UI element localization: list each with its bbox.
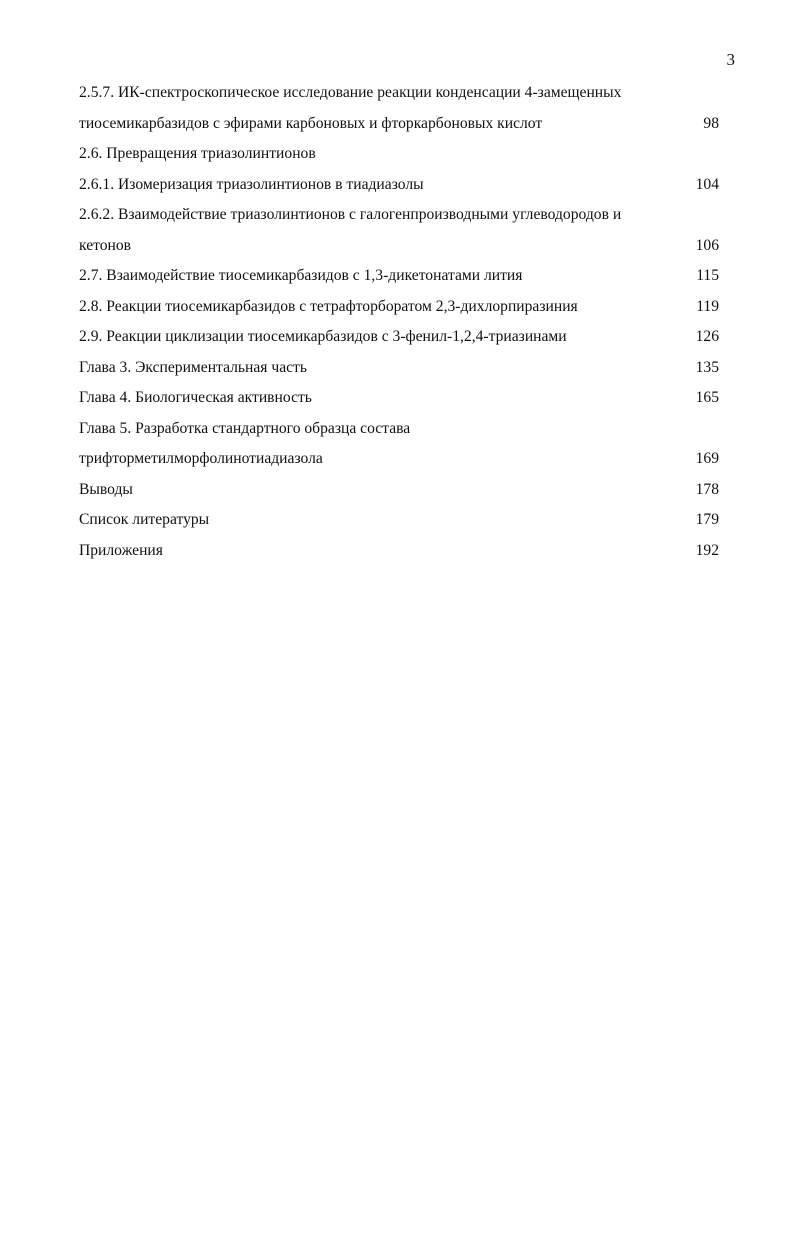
- toc-row: [79, 444, 719, 475]
- toc-row: [79, 200, 719, 231]
- toc-row: [79, 322, 719, 353]
- toc-entry-page: 115: [696, 267, 719, 284]
- toc-row: [79, 261, 719, 292]
- toc-row: [79, 353, 719, 384]
- toc-entry-page: 192: [695, 541, 719, 559]
- toc-entry-page: 104: [695, 175, 719, 193]
- toc-row: [79, 292, 719, 323]
- toc-row: [79, 536, 719, 567]
- toc-entry-text: тиосемикарбазидов с эфирами карбоновых и фторкарбоновых кислот: [79, 114, 543, 132]
- toc-row: [79, 475, 719, 506]
- toc-entry-page: 126: [695, 328, 719, 345]
- toc-entry-text: Приложения: [79, 541, 163, 559]
- toc-entry-text: 2.9. Реакции циклизации тиосемикарбазидов с 3-фенил-1,2,4-триазинами: [79, 328, 567, 345]
- toc-entry-text: 2.5.7. ИК-спектроскопическое исследование реакции конденсации 4-замещенных: [79, 84, 622, 101]
- toc-entry-page: 98: [703, 114, 719, 132]
- toc-entry-page: 119: [696, 297, 719, 315]
- toc-entry-text: Глава 5. Разработка стандартного образца состава: [79, 419, 411, 437]
- toc-entry-text: 2.6.1. Изомеризация триазолинтионов в тиадиазолы: [79, 175, 424, 193]
- toc-entry-text: Глава 3. Экспериментальная часть: [79, 358, 307, 376]
- toc-entry-text: 2.6. Превращения триазолинтионов: [79, 145, 316, 162]
- toc-entry-text: трифторметилморфолинотиадиазола: [79, 450, 323, 467]
- toc-entry-text: 2.8. Реакции тиосемикарбазидов с тетрафторборатом 2,3-дихлорпиразиния: [79, 297, 578, 315]
- toc-entry-page: 179: [695, 511, 719, 528]
- toc-entry-text: Глава 4. Биологическая активность: [79, 389, 312, 406]
- toc-entry-text: 2.7. Взаимодействие тиосемикарбазидов с 1,3-дикетонатами лития: [79, 267, 523, 284]
- toc-entry-page: 106: [695, 236, 719, 254]
- table-of-contents: [79, 78, 719, 566]
- toc-row: [79, 231, 719, 262]
- toc-row: [79, 78, 719, 109]
- toc-entry-text: кетонов: [79, 236, 132, 254]
- toc-entry-text: Список литературы: [79, 511, 210, 528]
- toc-row: [79, 109, 719, 140]
- toc-row: [79, 383, 719, 414]
- toc-row: [79, 505, 719, 536]
- toc-entry-page: 135: [695, 358, 719, 376]
- toc-row: [79, 414, 719, 445]
- toc-row: [79, 170, 719, 201]
- toc-entry-page: 169: [695, 450, 719, 467]
- toc-entry-page: 178: [695, 480, 719, 498]
- toc-row: [79, 139, 719, 170]
- toc-entry-page: 165: [695, 389, 719, 406]
- toc-entry-text: 2.6.2. Взаимодействие триазолинтионов с галогенпроизводными углеводородов и: [79, 206, 622, 223]
- toc-entry-text: Выводы: [79, 480, 133, 498]
- page-number: 3: [726, 50, 735, 69]
